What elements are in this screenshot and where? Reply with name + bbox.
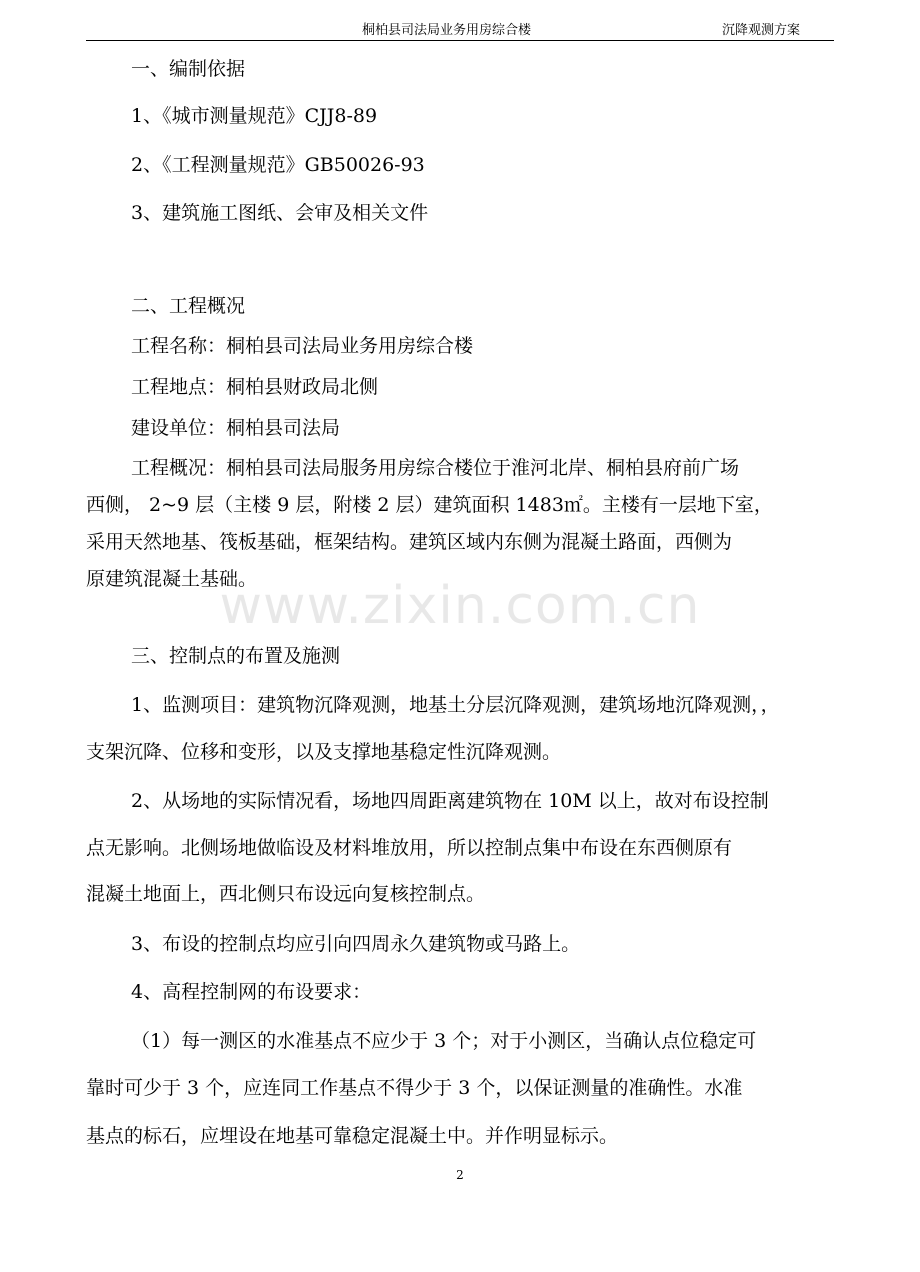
project-location: 工程地点：桐柏县财政局北侧 — [131, 376, 379, 398]
header-title: 桐柏县司法局业务用房综合楼 — [362, 23, 532, 38]
header-right-title: 沉降观测方案 — [722, 23, 801, 38]
basis-item-2: 2、《工程测量规范》GB50026-93 — [131, 154, 425, 176]
control-p2-line-3: 混凝土地面上，西北侧只布设远向复核控制点。 — [86, 883, 486, 905]
control-p5-line-2: 靠时可少于 3 个，应连同工作基点不得少于 3 个，以保证测量的准确性。水准 — [86, 1077, 743, 1099]
section-heading-basis: 一、编制依据 — [131, 58, 246, 80]
project-owner: 建设单位：桐柏县司法局 — [131, 417, 341, 439]
control-p4: 4、高程控制网的布设要求： — [131, 981, 372, 1003]
overview-line-3: 采用天然地基、筏板基础，框架结构。建筑区域内东侧为混凝土路面，西侧为 — [86, 531, 733, 553]
overview-line-2: 西侧， 2~9 层（主楼 9 层，附楼 2 层）建筑面积 1483㎡。主楼有一层地下室， — [86, 494, 773, 516]
section-heading-overview: 二、工程概况 — [131, 295, 246, 317]
control-p1-line-2: 支架沉降、位移和变形，以及支撑地基稳定性沉降观测。 — [86, 741, 562, 763]
basis-item-1: 1、《城市测量规范》CJJ8-89 — [131, 105, 378, 127]
page-header — [86, 22, 834, 41]
project-name: 工程名称：桐柏县司法局业务用房综合楼 — [131, 335, 474, 357]
control-p3: 3、布设的控制点均应引向四周永久建筑物或马路上。 — [131, 933, 581, 955]
basis-item-3: 3、建筑施工图纸、会审及相关文件 — [131, 202, 429, 224]
control-p5-line-3: 基点的标石，应埋设在地基可靠稳定混凝土中。并作明显标示。 — [86, 1125, 619, 1147]
control-p2-line-1: 2、从场地的实际情况看，场地四周距离建筑物在 10M 以上，故对布设控制 — [131, 790, 769, 812]
overview-line-4: 原建筑混凝土基础。 — [86, 568, 258, 590]
section-heading-control: 三、控制点的布置及施测 — [131, 645, 341, 667]
control-p1-line-1: 1、监测项目：建筑物沉降观测，地基土分层沉降观测，建筑场地沉降观测，， — [131, 694, 780, 716]
control-p5-line-1: （1）每一测区的水准基点不应少于 3 个；对于小测区，当确认点位稳定可 — [131, 1030, 757, 1052]
control-p2-line-2: 点无影响。北侧场地做临设及材料堆放用，所以控制点集中布设在东西侧原有 — [86, 837, 733, 859]
watermark: www.zixin.com.cn — [219, 576, 701, 636]
page-number: 2 — [456, 1168, 464, 1182]
overview-line-1: 工程概况：桐柏县司法局服务用房综合楼位于淮河北岸、桐柏县府前广场 — [131, 457, 740, 479]
